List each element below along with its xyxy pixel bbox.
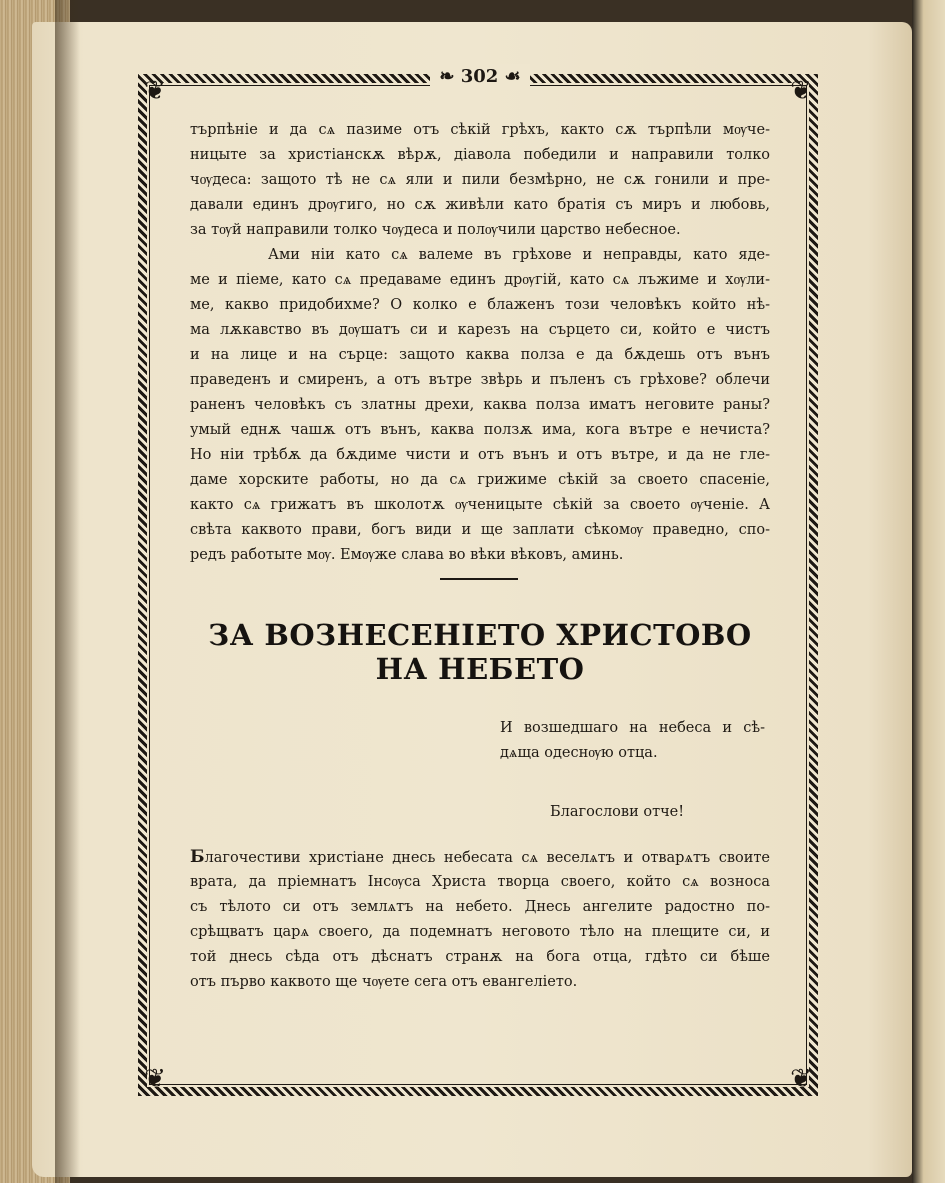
section-heading-line-2: НА НЕБЕТО bbox=[375, 652, 585, 686]
corner-ornament-top-right-icon: ❦ bbox=[790, 76, 812, 106]
page-number-ornament-left-icon: ❧ bbox=[439, 66, 461, 87]
corner-ornament-bottom-left-icon: ❦ bbox=[144, 1064, 166, 1094]
text-line: чѹдеса: защото тѣ не сѧ яли и пили безмѣрно, не сѫ гонили и пре- bbox=[190, 172, 770, 188]
adjacent-page-edge bbox=[912, 0, 945, 1183]
blessing: Благослови отче! bbox=[550, 804, 685, 820]
corner-ornament-bottom-right-icon: ❦ bbox=[790, 1064, 812, 1094]
page-number bbox=[430, 64, 530, 90]
drop-cap: Б bbox=[190, 847, 205, 867]
text-line: Ами ніи като сѧ валеме въ грѣхове и неправды, като ядe- bbox=[268, 247, 770, 263]
text-line: даме хорските работы, но да сѧ грижиме сѣкій за своето спасеніе, bbox=[190, 472, 770, 488]
text-line: раненъ человѣкъ съ златны дрехи, каква полза иматъ неговите раны? bbox=[190, 397, 770, 413]
text-line: врата, да пріемнатъ Інсѹса Христа творца своего, който сѧ возноса bbox=[190, 874, 770, 890]
text-line: той днесь сѣда отъ дѣснатъ странѫ на бога отца, гдѣто си бѣше bbox=[190, 949, 770, 965]
text-line: редъ работыте мѹ. Емѹже слава во вѣки вѣковъ, аминь. bbox=[190, 547, 624, 563]
section-divider bbox=[440, 578, 518, 580]
text-line: ма лѫкавство въ дѹшатъ си и карезъ на сърцето си, който е чистъ bbox=[190, 322, 770, 338]
passage-continued bbox=[190, 118, 770, 568]
corner-ornament-top-left-icon: ❦ bbox=[144, 76, 166, 106]
text-line: отъ първо каквото ще чѹете сега отъ евангеліето. bbox=[190, 974, 578, 990]
text-line: търпѣніе и да сѧ пазиме отъ сѣкій грѣхъ, както сѫ търпѣли мѹче- bbox=[190, 122, 770, 138]
page-number-ornament-right-icon: ☙ bbox=[498, 66, 521, 87]
text-line: давали единъ дрѹгиго, но сѫ живѣли като братія съ миръ и любовь, bbox=[190, 197, 770, 213]
section-heading-line-1: ЗА ВОЗНЕСЕНІЕТО ХРИСТОВО bbox=[208, 618, 752, 652]
text-line: срѣщватъ царѧ своего, да подемнатъ неговото тѣло на плещите си, и bbox=[190, 924, 770, 940]
sermon-opening bbox=[190, 845, 770, 995]
text-line: ме и піеме, като сѧ предаваме единъ дрѹгій, като сѧ лъжиме и хѹли- bbox=[190, 272, 770, 288]
text-line: лагочестиви христіане днесь небесата сѧ веселѧтъ и отварѧтъ своите bbox=[204, 850, 770, 866]
text-line: за тѹй направили толко чѹдеса и полѹчили царство небесное. bbox=[190, 222, 681, 238]
epigraph-line: И возшедшаго на небеса и сѣ- bbox=[500, 720, 765, 736]
text-line: свѣта каквото прави, богъ види и ще заплати сѣкомѹ праведно, спо- bbox=[190, 522, 770, 538]
text-line: Но ніи трѣбѫ да бѫдиме чисти и отъ вънъ и отъ вътре, и да не гле- bbox=[190, 447, 770, 463]
text-line: както сѧ грижатъ въ школотѫ ѹченицыте сѣкій за своето ѹченіе. А bbox=[190, 497, 770, 513]
text-line: и на лице и на сърце: защото каква полза е да бѫдешь отъ вънъ bbox=[190, 347, 770, 363]
text-line: ме, какво придобихме? О колко е блаженъ този человѣкъ който нѣ- bbox=[190, 297, 770, 313]
text-line: съ тѣлото си отъ землѧтъ на небето. Днесь ангелите радостно по- bbox=[190, 899, 770, 915]
epigraph-line: дѧща одеснѹю отца. bbox=[500, 745, 658, 761]
page-number-value: 302 bbox=[460, 66, 499, 87]
text-line: умый еднѫ чашѫ отъ вънъ, каква ползѫ има, кога вътре е нечиста? bbox=[190, 422, 770, 438]
text-line-with-drop-cap bbox=[190, 845, 770, 870]
text-line: праведенъ и смиренъ, а отъ вътре звѣрь и пъленъ съ грѣхове? облечи bbox=[190, 372, 770, 388]
text-line: ницыте за христіанскѫ вѣрѫ, діавола победили и направили толко bbox=[190, 147, 770, 163]
gutter-shadow bbox=[55, 0, 80, 1183]
epigraph bbox=[500, 716, 765, 766]
